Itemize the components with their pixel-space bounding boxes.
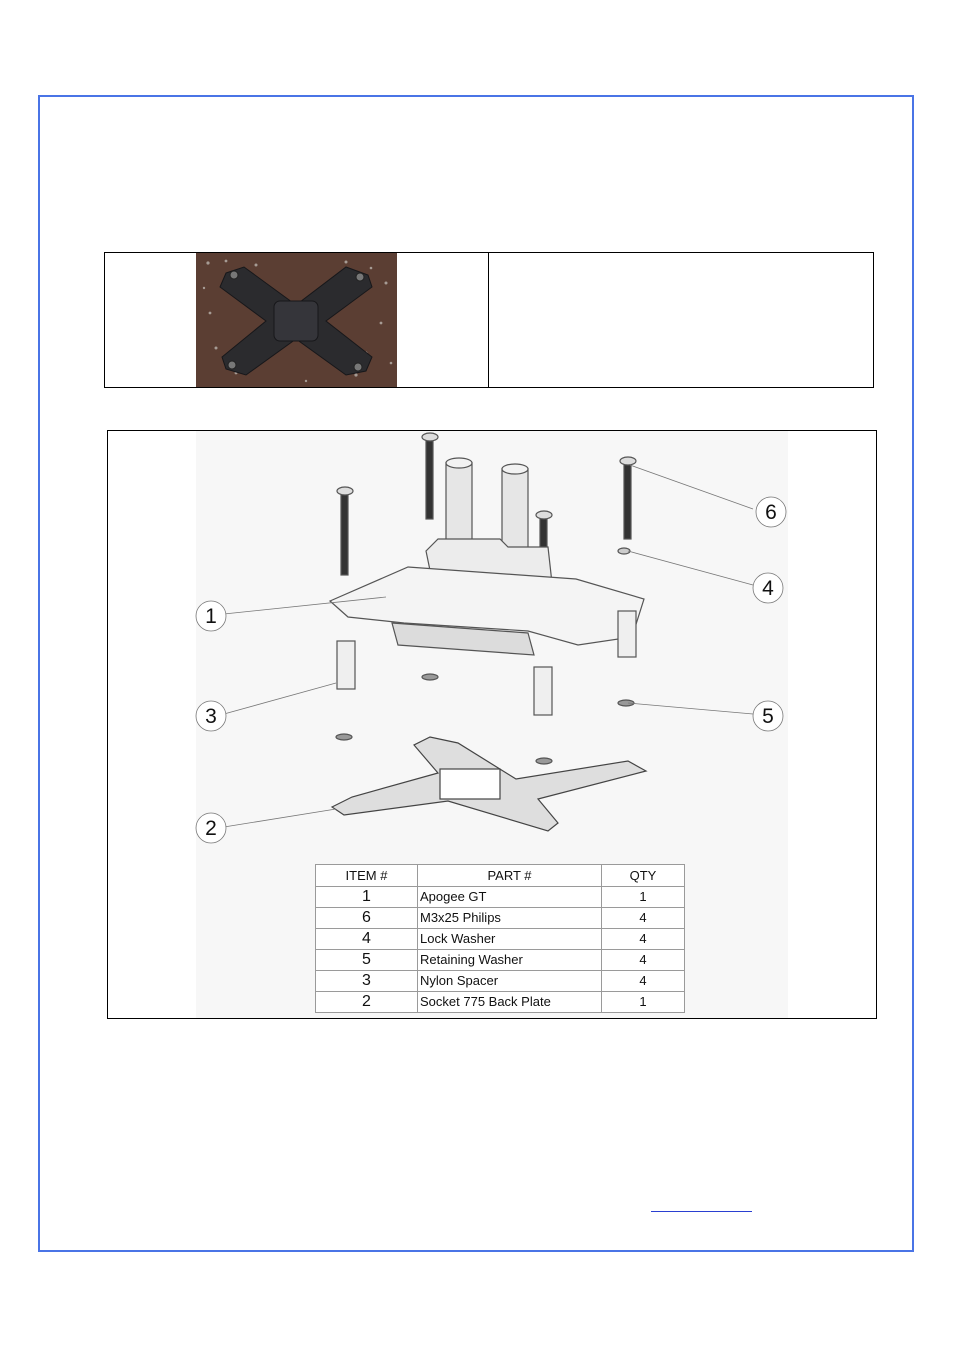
table-divider — [488, 253, 489, 387]
row-qty: 4 — [602, 971, 685, 992]
callout-1-label: 1 — [205, 605, 217, 628]
row-qty: 4 — [602, 929, 685, 950]
row-item: 2 — [316, 992, 418, 1013]
header-item: ITEM # — [316, 865, 418, 887]
callout-6-label: 6 — [765, 501, 777, 524]
row-part: M3x25 Philips — [418, 908, 602, 929]
row-item: 3 — [316, 971, 418, 992]
row-part: Retaining Washer — [418, 950, 602, 971]
table-row — [316, 929, 685, 950]
table-row — [316, 908, 685, 929]
screw-right — [624, 463, 631, 539]
photo-table — [104, 252, 874, 388]
screw-left — [341, 493, 348, 575]
row-qty: 1 — [602, 992, 685, 1013]
row-part: Nylon Spacer — [418, 971, 602, 992]
screw-back — [426, 439, 433, 519]
callout-4-label: 4 — [762, 577, 774, 600]
callout-5-label: 5 — [762, 705, 774, 728]
row-part: Socket 775 Back Plate — [418, 992, 602, 1013]
row-part: Apogee GT — [418, 887, 602, 908]
parts-table — [315, 864, 685, 1013]
row-qty: 1 — [602, 887, 685, 908]
row-item: 4 — [316, 929, 418, 950]
footer-link[interactable] — [651, 1199, 752, 1212]
callout-2-label: 2 — [205, 817, 217, 840]
callout-3-label: 3 — [205, 705, 217, 728]
row-part: Lock Washer — [418, 929, 602, 950]
row-item: 5 — [316, 950, 418, 971]
header-part: PART # — [418, 865, 602, 887]
back-plate-photo — [196, 253, 397, 387]
row-qty: 4 — [602, 908, 685, 929]
table-row — [316, 887, 685, 908]
table-row — [316, 950, 685, 971]
table-row — [316, 992, 685, 1013]
row-item: 1 — [316, 887, 418, 908]
exploded-diagram — [107, 430, 877, 1019]
header-qty: QTY — [602, 865, 685, 887]
table-row — [316, 971, 685, 992]
row-item: 6 — [316, 908, 418, 929]
parts-table-header — [316, 865, 685, 887]
row-qty: 4 — [602, 950, 685, 971]
